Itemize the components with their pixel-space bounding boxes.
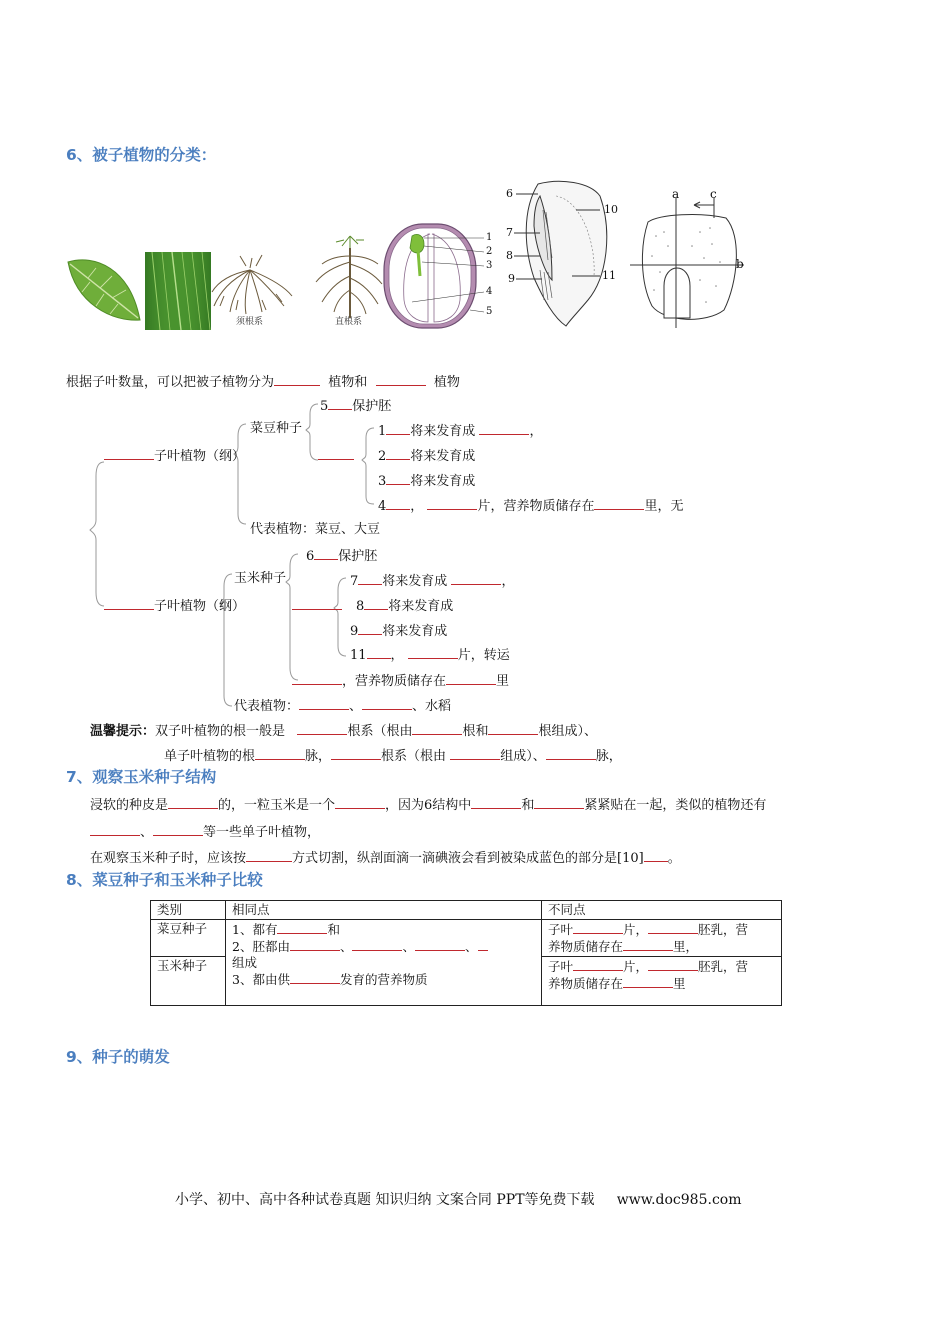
header-category: 类别 <box>151 901 226 920</box>
fill-blank[interactable] <box>367 646 391 659</box>
fill-blank[interactable] <box>255 747 305 760</box>
section7-line-1: 浸软的种皮是 的，一粒玉米是一个 ，因为6结构中 和 紧紧贴在一起，类似的植物还有 <box>90 798 767 813</box>
fill-blank[interactable] <box>450 747 500 760</box>
fill-blank[interactable] <box>471 796 521 809</box>
fill-blank[interactable] <box>331 747 381 760</box>
bean-part-3: 3 将来发育成 <box>378 474 476 489</box>
bean-embryo-blank <box>318 447 354 463</box>
corn-label-6: 6 <box>506 187 513 200</box>
fill-blank[interactable] <box>358 622 382 635</box>
corn-label-10: 10 <box>604 203 618 216</box>
header-common: 相同点 <box>226 901 542 920</box>
fill-blank[interactable] <box>246 849 292 862</box>
fill-blank[interactable] <box>386 472 410 485</box>
corn-label-7: 7 <box>506 226 513 239</box>
fill-blank[interactable] <box>479 422 529 435</box>
comparison-table <box>150 900 782 1006</box>
corn-cut-label-c: c <box>710 187 717 201</box>
tip-label: 温馨提示： <box>90 724 156 739</box>
fill-blank[interactable] <box>297 722 347 735</box>
fill-blank[interactable] <box>386 497 410 510</box>
bean-part-4: 4 ， 片，营养物质储存在 里，无 <box>378 499 684 514</box>
fill-blank[interactable] <box>277 921 327 934</box>
fill-blank[interactable] <box>290 938 340 951</box>
corn-cut-label-b: b <box>736 257 744 271</box>
dicot-representative: 代表植物：菜豆、大豆 <box>250 522 381 537</box>
fill-blank[interactable] <box>328 397 352 410</box>
fill-blank[interactable] <box>104 447 154 460</box>
fill-blank[interactable] <box>362 697 412 710</box>
fill-blank[interactable] <box>168 796 218 809</box>
row-bean: 菜豆种子 <box>151 920 226 957</box>
tip-line-2: 单子叶植物的根 脉， 根系（根由 组成）、 脉， <box>164 749 622 764</box>
monocot-representative: 代表植物： 、 、水稻 <box>234 699 452 714</box>
fill-blank[interactable] <box>386 447 410 460</box>
tap-root-label: 直根系 <box>335 317 363 327</box>
bean-label-3: 3 <box>486 260 493 271</box>
corn-embryo-blank <box>292 597 342 613</box>
fill-blank[interactable] <box>546 747 596 760</box>
classification-intro: 根据子叶数量，可以把被子植物分为 植物和 植物 <box>66 375 460 390</box>
bean-part-2: 2 将来发育成 <box>378 449 476 464</box>
bean-label-1: 1 <box>486 232 493 243</box>
corn-label-8: 8 <box>506 249 513 262</box>
section7-line-2: 、 等一些单子叶植物， <box>90 823 320 839</box>
footer-text: 小学、初中、高中各种试卷真题 知识归纳 文案合同 PPT等免费下载 <box>175 1192 595 1208</box>
fill-blank[interactable] <box>623 975 673 988</box>
section6-title: 6、被子植物的分类： <box>66 146 217 164</box>
fill-blank[interactable] <box>427 497 477 510</box>
fill-blank[interactable] <box>358 572 382 585</box>
dicot-class: 子叶植物（纲） <box>104 447 245 463</box>
corn-endosperm: ，营养物质储存在 里 <box>292 672 509 688</box>
bean-label-5: 5 <box>486 306 493 317</box>
monocot-class: 子叶植物（纲） <box>104 597 245 613</box>
common-cell: 1、都有 和 2、胚都由 、 、 、 组成 3、都由供 发育的营养物质 <box>226 920 542 1006</box>
fill-blank[interactable] <box>623 938 673 951</box>
bean-label-4: 4 <box>486 286 493 297</box>
fill-blank[interactable] <box>90 823 140 836</box>
fill-blank[interactable] <box>290 971 340 984</box>
bean-seed-label: 菜豆种子 <box>250 421 303 436</box>
fill-blank[interactable] <box>314 547 338 560</box>
section8-title: 8、菜豆种子和玉米种子比较 <box>66 871 263 889</box>
row-corn: 玉米种子 <box>151 957 226 1006</box>
fill-blank[interactable] <box>352 938 402 951</box>
fill-blank[interactable] <box>644 849 668 862</box>
fill-blank[interactable] <box>573 958 623 971</box>
fill-blank[interactable] <box>648 958 698 971</box>
corn-label-9: 9 <box>508 272 515 285</box>
fill-blank[interactable] <box>573 921 623 934</box>
fill-blank[interactable] <box>412 722 462 735</box>
fill-blank[interactable] <box>478 938 488 951</box>
fill-blank[interactable] <box>386 422 410 435</box>
fill-blank[interactable] <box>153 823 203 836</box>
fill-blank[interactable] <box>318 447 354 460</box>
header-difference: 不同点 <box>542 901 782 920</box>
diff-corn-cell: 子叶 片， 胚乳，营 养物质储存在 里 <box>542 957 782 1006</box>
diff-bean-cell: 子叶 片， 胚乳，营 养物质储存在 里， <box>542 920 782 957</box>
corn-part-6: 6 保护胚 <box>306 549 378 564</box>
footer <box>175 1193 741 1207</box>
fill-blank[interactable] <box>534 796 584 809</box>
fill-blank[interactable] <box>451 572 501 585</box>
corn-label-11: 11 <box>602 269 616 282</box>
fill-blank[interactable] <box>335 796 385 809</box>
fill-blank[interactable] <box>408 646 458 659</box>
tip-line-1: 温馨提示：双子叶植物的根一般是 根系（根由 根和 根组成）、 <box>90 724 597 739</box>
bean-part-5: 5 保护胚 <box>320 399 392 414</box>
footer-url[interactable]: www.doc985.com <box>616 1192 742 1208</box>
table-row <box>151 920 782 957</box>
fill-blank[interactable] <box>488 722 538 735</box>
section7-title: 7、观察玉米种子结构 <box>66 768 217 786</box>
corn-part-7: 7 将来发育成 ， <box>350 574 515 589</box>
fill-blank[interactable] <box>446 672 496 685</box>
table-row <box>151 901 782 920</box>
fill-blank[interactable] <box>364 597 388 610</box>
fill-blank[interactable] <box>648 921 698 934</box>
corn-part-8: 8 将来发育成 <box>356 599 454 614</box>
bean-label-2: 2 <box>486 246 493 257</box>
fill-blank[interactable] <box>594 497 644 510</box>
fibrous-root-label: 须根系 <box>236 317 264 327</box>
corn-part-11: 11 ， 片，转运 <box>350 648 510 663</box>
section7-line-3: 在观察玉米种子时，应该按 方式切割，纵剖面滴一滴碘液会看到被染成蓝色的部分是[10] 。 <box>90 851 681 866</box>
section9-title: 9、种子的萌发 <box>66 1048 170 1066</box>
fill-blank[interactable] <box>415 938 465 951</box>
fill-blank[interactable] <box>292 672 342 685</box>
bean-part-1: 1 将来发育成 ， <box>378 424 543 439</box>
fill-blank[interactable] <box>292 597 342 610</box>
fill-blank[interactable] <box>104 597 154 610</box>
corn-seed-label: 玉米种子 <box>234 571 287 586</box>
corn-part-9: 9 将来发育成 <box>350 624 448 639</box>
corn-cut-label-a: a <box>672 187 680 201</box>
fill-blank[interactable] <box>299 697 349 710</box>
